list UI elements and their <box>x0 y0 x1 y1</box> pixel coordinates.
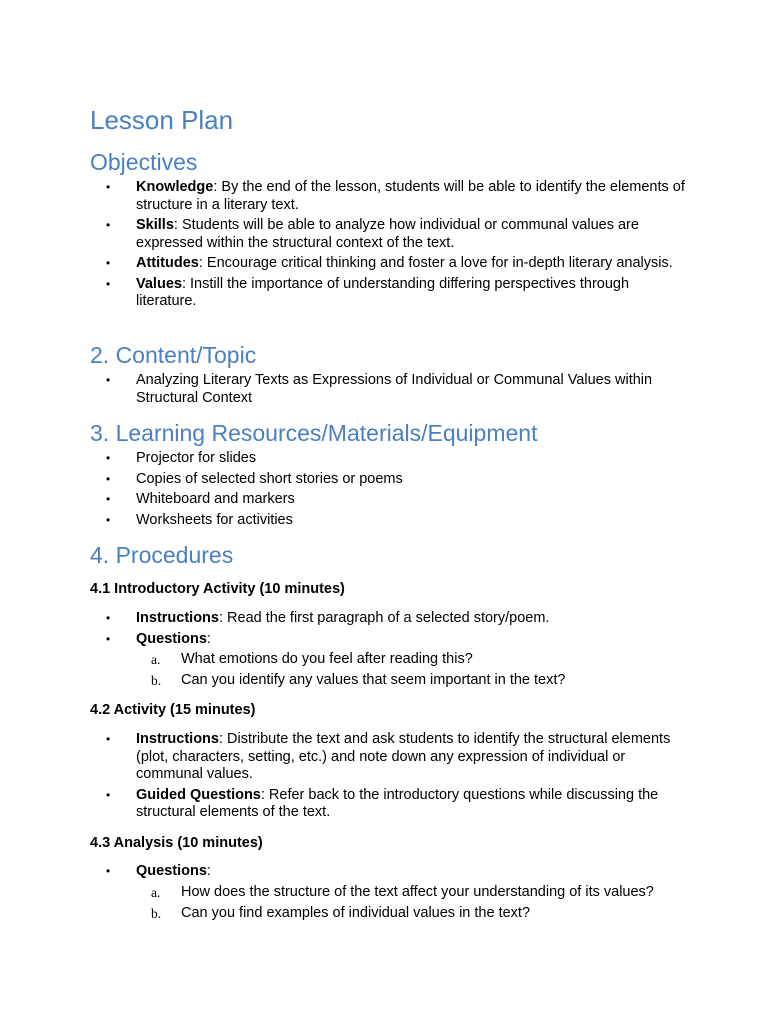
list-item <box>90 491 690 509</box>
item-text: : Encourage critical thinking and foster a love for in-depth literary analysis. <box>198 255 673 271</box>
list-item <box>90 450 690 468</box>
list-item <box>90 276 690 311</box>
item-text: Copies of selected short stories or poems <box>136 470 403 487</box>
question-marker: a. <box>151 652 161 667</box>
list-item <box>90 512 690 530</box>
bullet-icon: • <box>106 787 111 802</box>
question-item <box>136 651 690 669</box>
item-label: Instructions <box>136 731 219 747</box>
item-label: Questions <box>136 630 207 647</box>
list-item <box>90 372 690 407</box>
item-label: Knowledge <box>136 179 214 195</box>
item-text: : Refer back to the introductory questions while discussing the structural elements of the text. <box>136 786 659 820</box>
bullet-icon: • <box>106 512 111 527</box>
item-text: Whiteboard and markers <box>136 491 295 507</box>
item-label: Questions <box>136 863 207 879</box>
question-text: Can you find examples of individual values in the text? <box>181 904 531 921</box>
question-item <box>136 672 690 690</box>
bullet-icon: • <box>106 631 111 646</box>
question-text: What emotions do you feel after reading this? <box>181 651 473 667</box>
item-text: : Distribute the text and ask students to identify the structural elements (plot, characters, setting, etc.) and note down any expression of individual or communal values. <box>136 731 671 782</box>
content-list <box>90 372 690 410</box>
list-item <box>90 610 690 628</box>
intro-activity-heading: 4.1 Introductory Activity (10 minutes) <box>90 581 345 597</box>
activity-list <box>90 731 690 825</box>
question-marker: b. <box>151 905 162 921</box>
item-text: Worksheets for activities <box>136 511 293 528</box>
list-item <box>90 631 690 690</box>
item-text: : <box>206 863 211 879</box>
analysis-heading: 4.3 Analysis (10 minutes) <box>90 835 263 851</box>
bullet-icon: • <box>106 611 111 625</box>
item-label: Guided Questions <box>136 786 261 803</box>
item-text: Analyzing Literary Texts as Expressions of Individual or Communal Values within Structural Context <box>136 372 653 406</box>
bullet-icon: • <box>106 732 111 746</box>
item-label: Values <box>136 275 182 292</box>
list-item <box>90 179 690 214</box>
item-label: Skills <box>136 217 174 233</box>
question-item <box>136 905 690 923</box>
intro-activity-list <box>90 610 690 693</box>
bullet-icon: • <box>106 451 111 465</box>
activity-heading: 4.2 Activity (15 minutes) <box>90 702 256 718</box>
item-text: : Students will be able to analyze how individual or communal values are expressed within the structural context of the text. <box>136 217 639 251</box>
question-text: Can you identify any values that seem important in the text? <box>181 672 566 688</box>
resources-list <box>90 450 690 532</box>
bullet-icon: • <box>106 492 111 506</box>
question-text: How does the structure of the text affect your understanding of its values? <box>181 883 654 900</box>
bullet-icon: • <box>106 276 111 291</box>
list-item <box>90 787 690 822</box>
item-label: Attitudes <box>136 255 199 271</box>
questions-list <box>136 884 690 923</box>
item-label: Instructions <box>136 610 219 626</box>
bullet-icon: • <box>106 864 111 878</box>
bullet-icon: • <box>106 180 111 194</box>
page-title: Lesson Plan <box>90 105 234 135</box>
list-item <box>90 217 690 252</box>
objectives-heading: Objectives <box>90 149 198 175</box>
analysis-list <box>90 863 690 926</box>
item-text: : By the end of the lesson, students will be able to identify the elements of structure in a literary text. <box>136 179 685 213</box>
list-item <box>90 471 690 489</box>
item-text: : <box>206 630 211 647</box>
question-marker: a. <box>151 884 161 900</box>
questions-list <box>136 651 690 690</box>
procedures-heading: 4. Procedures <box>90 542 234 568</box>
bullet-icon: • <box>106 471 111 486</box>
content-heading: 2. Content/Topic <box>90 342 257 368</box>
item-text: : Read the first paragraph of a selected story/poem. <box>218 610 550 626</box>
resources-heading: 3. Learning Resources/Materials/Equipment <box>90 420 538 446</box>
bullet-icon: • <box>106 218 111 232</box>
question-marker: b. <box>151 673 162 688</box>
item-text: Projector for slides <box>136 450 257 466</box>
bullet-icon: • <box>106 373 111 387</box>
item-text: : Instill the importance of understanding differing perspectives through literature. <box>136 275 630 309</box>
bullet-icon: • <box>106 256 111 270</box>
list-item <box>90 863 690 922</box>
list-item <box>90 731 690 784</box>
objectives-list <box>90 179 690 314</box>
list-item <box>90 255 690 273</box>
question-item <box>136 884 690 902</box>
